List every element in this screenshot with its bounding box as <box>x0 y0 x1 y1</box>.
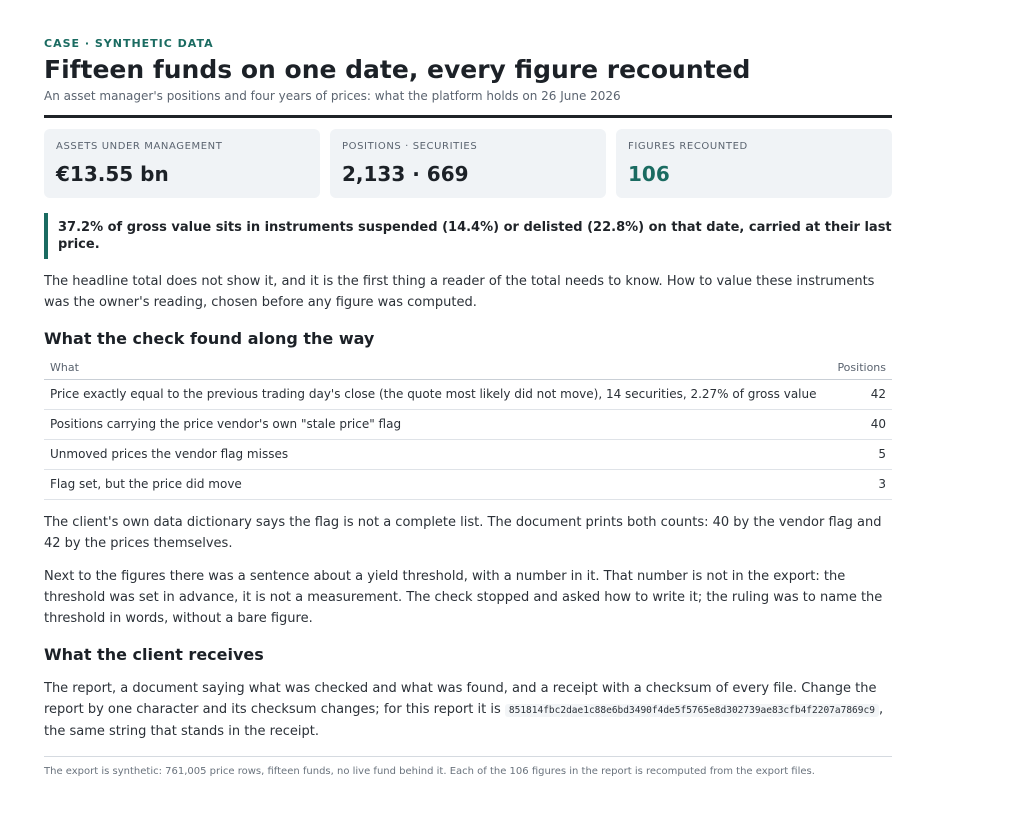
check-table <box>44 357 892 500</box>
key-finding-callout: 37.2% of gross value sits in instruments suspended (14.4%) or delisted (22.8%) on that date, carried at their last price. <box>44 213 892 259</box>
row-what: Flag set, but the price did move <box>44 469 831 499</box>
check-heading: What the check found along the way <box>44 329 375 348</box>
table-row <box>44 439 892 469</box>
card-label: POSITIONS · SECURITIES <box>342 141 478 152</box>
page-title: Fifteen funds on one date, every figure recounted <box>44 55 751 84</box>
checksum-code: 851814fbc2dae1c88e6bd3490f4de5f5765e8d302739ae83cfb4f2207a7869c9 <box>505 704 879 717</box>
row-positions: 40 <box>831 409 892 439</box>
positions-card <box>330 129 606 198</box>
receives-heading: What the client receives <box>44 644 264 664</box>
row-what: Unmoved prices the vendor flag misses <box>44 439 831 469</box>
row-what: Price exactly equal to the previous trading day's close (the quote most likely did not move), 14 securities, 2.27% of gross value <box>44 379 831 409</box>
row-what: Positions carrying the price vendor's own "stale price" flag <box>44 409 831 439</box>
figures-value: 106 <box>628 162 670 186</box>
report-page <box>44 30 892 779</box>
footer-divider <box>44 756 892 757</box>
table-row <box>44 469 892 499</box>
aum-card <box>44 129 320 198</box>
table-row <box>44 379 892 409</box>
intro-paragraph: The headline total does not show it, and it is the first thing a reader of the total needs to know. How to value these instruments was the owner's reading, chosen before any figure was computed. <box>44 274 875 310</box>
card-label: ASSETS UNDER MANAGEMENT <box>56 141 223 152</box>
row-positions: 42 <box>831 379 892 409</box>
column-header-what: What <box>44 357 831 379</box>
receives-text-after: , the same string that stands in the receipt. <box>44 701 884 739</box>
column-header-positions: Positions <box>831 357 892 379</box>
table-row <box>44 409 892 439</box>
summary-cards <box>44 129 892 198</box>
threshold-paragraph: Next to the figures there was a sentence about a yield threshold, with a number in it. That number is not in the export: the threshold was set in advance, it is not a measurement. The check stopped and asked how to write it; the ruling was to name the threshold in words, without a bare figure. <box>44 568 883 626</box>
positions-value: 2,133 · 669 <box>342 162 469 186</box>
receives-text-before: The report, a document saying what was checked and what was found, and a receipt with a checksum of every file. Change the report by one character and its checksum changes; for this report it is <box>44 680 877 717</box>
case-eyebrow: CASE · SYNTHETIC DATA <box>44 37 214 50</box>
footnote: The export is synthetic: 761,005 price rows, fifteen funds, no live fund behind it. Each of the 106 figures in the report is recomputed from the export files. <box>44 765 815 777</box>
row-positions: 5 <box>831 439 892 469</box>
table-header-row <box>44 357 892 379</box>
receives-paragraph <box>44 678 892 742</box>
row-positions: 3 <box>831 469 892 499</box>
page-subtitle: An asset manager's positions and four years of prices: what the platform holds on 26 June 2026 <box>44 89 621 103</box>
figures-card <box>616 129 892 198</box>
title-divider <box>44 115 892 118</box>
dictionary-paragraph: The client's own data dictionary says the flag is not a complete list. The document prints both counts: 40 by the vendor flag and 42 by the prices themselves. <box>44 514 882 551</box>
card-label: FIGURES RECOUNTED <box>628 141 748 152</box>
aum-value: €13.55 bn <box>56 162 169 186</box>
